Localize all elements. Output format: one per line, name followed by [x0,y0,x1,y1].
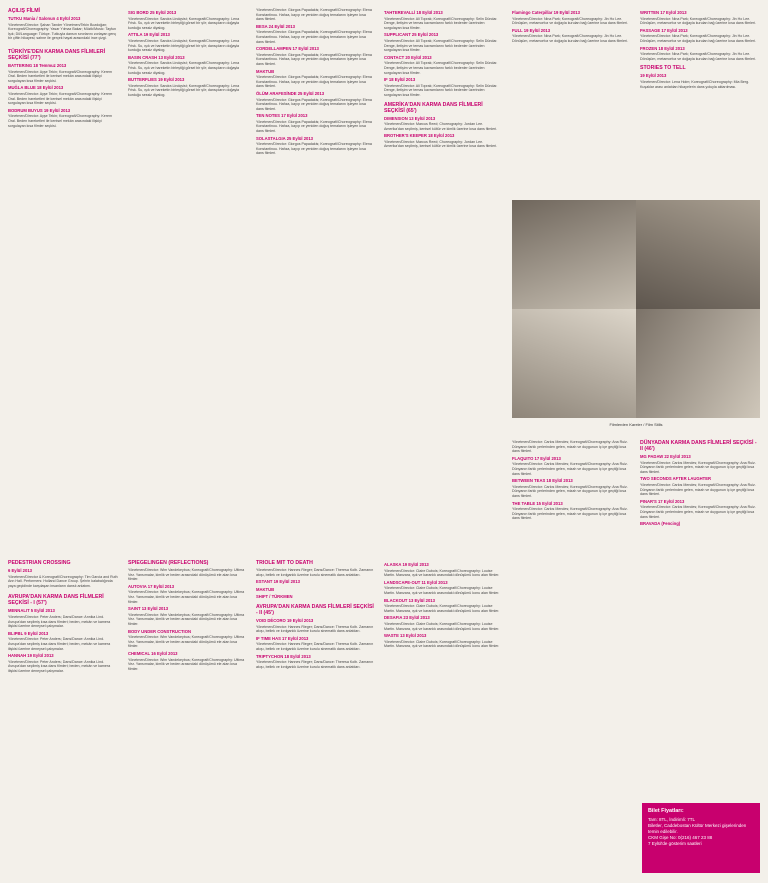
film-title: TRIPTYCHON 18 Eylül 2013 [256,653,311,659]
film-description: Yönetmen/Director: Claire Dubois; Koreografi/Choreography: Louise Martin. Manzara, ışık ve karanlık arasındaki dönüşümü konu alan filmler. [384,586,500,595]
film-title: ÖLÜM ARAFESİNDE 25 Eylül 2013 [256,90,325,96]
film-title: BASIN CRASH 13 Eylül 2013 [128,54,185,60]
film-description: Yönetmen/Director: Giorgos Papadakis; Koreografi/Choreography: Elena Konstantinou. Hafıza, kayıp ve yeniden doğuş temalarını işleyen kısa dans filmleri. [256,142,372,156]
section-title-spiegelingen: SPIEGELINGEN (REFLECTIONS) [128,560,209,566]
film-description: Yönetmen/Director: Giorgos Papadakis; Koreografi/Choreography: Elena Konstantinou. Hafıza, kayıp ve yeniden doğuş temalarını işleyen kısa dans filmleri. [256,97,372,111]
column-3-bottom [256,560,374,671]
section-title-opening: AÇILIŞ FİLMİ [8,8,40,14]
section-title-turkiye: TÜRKİYE'DEN KARMA DANS FİLMLERİ SEÇKİSİ (77') [8,48,106,61]
film-description: Yönetmen/Director: Carlos Mendes; Koreografi/Choreography: Ana Ruiz. Dünyanın farklı yerlerinden gelen, mizah ve duygunun iç içe geçtiği kısa dans filmleri. [512,462,628,476]
film-description: Yönetmen/Director: Lena Holm; Koreografi/Choreography: Mia Berg. Kuşaklar arası anlatılan hikayelerin dans yoluyla aktarılması. [640,79,750,89]
film-title: SHIFT / TÜRKMEN [256,594,293,600]
film-title: MG PADAW 22 Eylül 2013 [640,454,691,459]
film-title: Flamingo Caterpillar 19 Eylül 2013 [512,10,580,15]
film-title: MAKTUB [256,68,275,74]
film-title: DIMENSION 13 Eylül 2013 [384,115,436,121]
film-title: MUĞLA BLUE 18 Eylül 2013 [8,85,64,91]
column-6 [640,8,760,91]
film-title: IF TIME HAS 17 Eylül 2013 [256,635,309,641]
column-1 [8,8,118,130]
film-description: Yönetmen/Director: Claire Dubois; Koreografi/Choreography: Louise Martin. Manzara, ışık ve karanlık arasındaki dönüşümü konu alan filmler. [384,568,500,578]
film-title: LANDSCAPE-OUT 11 Eylül 2013 [384,579,448,585]
film-still-image [636,200,760,309]
film-description: Yönetmen/Director: Carlos Mendes; Koreografi/Choreography: Ana Ruiz. Dünyanın farklı yerlerinden gelen, mizah ve duygunun iç içe geçtiği kısa dans filmleri. [640,482,756,497]
film-description: Yönetmen/Director: Giorgos Papadakis; Koreografi/Choreography: Elena Konstantinou. Hafıza, kayıp ve yeniden doğuş temalarını işleyen kısa dans filmleri. [256,119,372,134]
film-description: Yönetmen/Director: Nina Park; Koreografi/Choreography: Jin Ho Lee. Dönüşüm, metamorfoz ve doğayla kurulan bağ üzerine kısa dans filmleri. [512,34,629,43]
film-description: Yönetmen/Director: Sandra Lindqvist; Koreografi/Choreography: Lena Frisk. Su, ışık ve hareketin birleştiği görsel bir şiir; dansçıların doğayla kurduğu sessiz diyalog. [128,16,240,30]
film-title: FROZEN 18 Eylül 2013 [640,45,685,51]
film-title: BLACKOUT 13 Eylül 2013 [384,597,435,603]
film-description: Yönetmen/Director: Ayşe Tekin; Koreografi/Choreography: Kerem Oral. Beden hareketleri ile kentsel mekân arasındaki ilişkiyi sorgulayan kısa filmler seçkisi. [8,91,112,106]
column-5-bottom [512,440,632,523]
film-title: CORDELLAMPEN 17 Eylül 2013 [256,46,319,52]
film-title: ESTANT 19 Eylül 2013 [256,579,300,585]
film-description: Yönetmen/Director: Giorgos Papadakis; Koreografi/Choreography: Elena Konstantinou. Hafıza, kayıp ve yeniden doğuş temalarını işleyen kısa dans filmleri. [256,30,372,44]
film-title: WASTE 13 Eylül 2013 [384,633,427,639]
section-title-dunya-2: DÜNYADAN KARMA DANS FİLMLERİ SEÇKİSİ - II (46') [640,440,757,452]
film-title: SOLASTALGIA 25 Eylül 2013 [256,135,314,141]
film-title: BROTHER'S KEEPER 18 Eylül 2013 [384,133,455,139]
film-description: Yönetmen/Director: Carlos Mendes; Koreografi/Choreography: Ana Ruiz. Dünyanın farklı yerlerinden gelen, mizah ve duygunun iç içe geçtiği kısa dans filmleri. [512,507,628,521]
film-description: Yönetmen/Director: Sandra Lindqvist; Koreografi/Choreography: Lena Frisk. Su, ışık ve hareketin birleştiği görsel bir şiir; dansçıların doğayla kurduğu sessiz diyalog. [128,83,240,97]
film-title: CONTACT 20 Eylül 2013 [384,54,432,60]
film-title: CHEMICAL 16 Eylül 2013 [128,650,178,656]
film-description: Yönetmen/Director: Giorgos Papadakis; Koreografi/Choreography: Elena Konstantinou. Hafıza, kayıp ve yeniden doğuş temalarını işleyen kısa dans filmleri. [256,52,372,66]
column-5 [512,8,632,46]
film-title: DESAFIA 23 Eylül 2013 [384,615,430,621]
film-description: Yönetmen/Director: Claire Dubois; Koreografi/Choreography: Louise Martin. Manzara, ışık ve karanlık arasındaki dönüşümü konu alan filmler. [384,639,500,649]
column-2-bottom [128,560,246,673]
section-title-crossing: PEDESTRIAN CROSSING [8,560,71,566]
film-title: WRITTEN 17 Eylül 2013 [640,10,687,15]
film-description: Yönetmen/Director: Sandra Lindqvist; Koreografi/Choreography: Lena Frisk. Su, ışık ve hareketin birleştiği görsel bir şiir; dansçıların doğayla kurduğu sessiz diyalog. [128,38,240,53]
film-description: Yönetmen/Director: Nina Park; Koreografi/Choreography: Jin Ho Lee. Dönüşüm, metamorfoz ve doğayla kurulan bağ üzerine kısa dans filmleri. [640,16,757,26]
film-description: Yönetmen/Director: Carlos Mendes; Koreografi/Choreography: Ana Ruiz. Dünyanın farklı yerlerinden gelen, mizah ve duygunun iç içe geçtiği kısa dans filmleri. [640,505,756,519]
film-title: BODY UNDER CONSTRUCTION [128,628,191,634]
film-title: BLIPBL 9 Eylül 2013 [8,630,49,636]
film-description: Yönetmen/Director: Marcus Reed; Choreography: Jordan Lee. Amerika'dan seçilmiş, kentsel kültür ve kimlik üzerine kısa dans filmleri. [384,122,498,131]
film-description: Yönetmen/Director: Carlos Mendes; Koreografi/Choreography: Ana Ruiz. Dünyanın farklı yerlerinden gelen, mizah ve duygunun iç içe geçtiği kısa dans filmleri. [512,440,628,454]
film-description: Yönetmen/Director: Nina Park; Koreografi/Choreography: Jin Ho Lee. Dönüşüm, metamorfoz ve doğayla kurulan bağ üzerine kısa dans filmleri. [640,34,757,43]
film-description: Yönetmen/Director: Wim Vandekeybus; Koreografi/Choreography: Ultima Vez. Yansımalar, kimlik ve beden arasındaki dönüşümü ele alan kısa filmler. [128,612,245,626]
column-1-bottom [8,560,118,676]
film-description: Yönetmen/Director: Peter Anders; Dans/Dance: Annika Lind. Avrupa'dan seçilmiş kısa dans filmleri; beden, mekân ve kamera ilişkisi üzerine deneysel çalışmalar. [8,614,111,629]
film-description: Yönetmen/Director: Claire Dubois; Koreografi/Choreography: Louise Martin. Manzara, ışık ve karanlık arasındaki dönüşümü konu alan filmler. [384,621,500,631]
film-title: PASSAGE 17 Eylül 2013 [640,27,688,33]
film-description: Yönetmen/Director: Giorgos Papadakis; Koreografi/Choreography: Elena Konstantinou. Hafıza, kayıp ve yeniden doğuş temalarını işleyen kısa dans filmleri. [256,75,372,89]
film-description: Yönetmen/Director: Wim Vandekeybus; Koreografi/Choreography: Ultima Vez. Yansımalar, kimlik ve beden arasındaki dönüşümü ele alan kısa filmler. [128,590,245,604]
photo-caption: Filmlerden Kareler / Film Stills [609,422,663,427]
film-title: SAINT 13 Eylül 2013 [128,606,169,612]
section-title-triole: TRIOLE MIT TO DEATH [256,560,313,566]
film-title: AUTOVIA 17 Eylül 2013 [128,583,175,589]
film-still-image [512,309,636,418]
film-description: Yönetmen/Director: Ayşe Tekin; Koreografi/Choreography: Kerem Oral. Beden hareketleri ile kentsel mekân arasındaki ilişkiyi sorgulayan kısa filmler seçkisi. [8,69,112,83]
ticket-price: Tam: 8TL, İndirimli: 7TL [648,817,696,822]
film-title: HANNAH 19 Eylül 2013 [8,653,54,659]
film-title: ATTILA 19 Eylül 2013 [128,32,170,38]
film-title: ALASKA 19 Eylül 2013 [384,562,429,567]
section-title-stories: STORIES TO TELL [640,65,686,72]
film-title: BODRUM BUYUS 19 Eylül 2013 [8,107,71,113]
film-description: Yönetmen/Director: Giorgos Papadakis; Koreografi/Choreography: Elena Konstantinou. Hafıza, kayıp ve yeniden doğuş temalarını işleyen kısa dans filmleri. [256,8,372,22]
section-title-amerika: AMERİKA'DAN KARMA DANS FİLMLERİ SEÇKİSİ (65') [384,101,483,114]
film-title-opening: TUTKU Mania / Salonun 4 Eylül 2013 [8,16,81,21]
ticket-info-title: Bilet Fiyatları: [648,808,684,814]
film-title: MENNALIT 5 Eylül 2013 [8,608,55,614]
film-description: Yönetmen/Director: Ali Toprak; Koreografi/Choreography: Selin Dündar. Denge, iletişim ve temas kavramlarını farklı bedenler üzerinden sorgulayan kısa filmler. [384,38,498,53]
film-stills-collage [512,200,760,418]
film-title: SIG BORD 25 Eylül 2013 [128,10,177,15]
film-title: SUPPLICANT 25 Eylül 2013 [384,32,439,38]
film-description: Yönetmen/Director: Carlos Mendes; Koreografi/Choreography: Ana Ruiz. Dünyanın farklı yerlerinden gelen, mizah ve duygunun iç içe geçtiği kısa dans filmleri. [512,484,628,498]
film-title: BATTERING 18 Temmuz 2013 [8,62,67,68]
film-description: Yönetmen/Director: Claire Dubois; Koreografi/Choreography: Louise Martin. Manzara, ışık ve karanlık arasındaki dönüşümü konu alan filmler. [384,604,500,613]
film-date: 19 Eylül 2013 [640,73,667,79]
film-title: THE TABLE 15 Eylül 2013 [512,500,563,506]
film-title: FULL 19 Eylül 2013 [512,27,551,33]
film-description: Yönetmen/Director: Wim Vandekeybus; Koreografi/Choreography: Ultima Vez. Yansımalar, kimlik ve beden arasındaki dönüşümü ele alan kısa filmler. [128,657,245,671]
film-description: Yönetmen/Director: Wim Vandekeybus; Koreografi/Choreography: Ultima Vez. Yansımalar, kimlik ve beden arasındaki dönüşümü ele alan kısa filmler. [128,568,245,582]
film-date: 6 Eylül 2013 [8,568,32,573]
film-description: Yönetmen/Director: Şahan Tander Yönetmen/Tekin Bozdoğan; Koreografi/Choreography: Yasar Yılmaz Bakar; Müzik/Music: Tayfun Işık; Dil/Language: Türkçe. Tutkuyla dansın sınırlarını zorlayan genç bir çiftin hikayesi; sahne ile gerçek hayat arasındaki ince çizgi. [8,22,117,41]
film-description: Yönetmen/Director: Ayşe Tekin; Koreografi/Choreography: Kerem Oral. Beden hareketleri ile kentsel mekân arasındaki ilişkiyi sorgulayan kısa filmler seçkisi. [8,114,112,128]
ticket-phone: CKM Gişe No: 0(216) 467 23 88 [648,835,713,840]
film-title: BUTTERFLIES 19 Eylül 2013 [128,77,185,83]
film-title: VOID DÉCORO 19 Eylül 2013 [256,617,314,623]
film-title: FLAQUITO 17 Eylül 2013 [512,455,561,461]
film-title: TAHTEREVALLİ 18 Eylül 2013 [384,10,443,15]
ticket-info-box [642,803,760,873]
film-description: Yönetmen/Director: Hannes Rieger; Dans/Dance: Theresa Kolb. Zamanın akışı, bellek ve kırılganlık üzerine kurulu sinematik dans anlatıları. [256,568,374,577]
section-title-avrupa-2: AVRUPA'DAN KARMA DANS FİLMLERİ SEÇKİSİ - II (45') [256,603,374,616]
film-description: Yönetmen/Director: Wim Vandekeybus; Koreografi/Choreography: Ultima Vez. Yansımalar, kimlik ve beden arasındaki dönüşümü ele alan kısa filmler. [128,635,245,649]
film-description: Yönetmen/Director: Marcus Reed; Choreography: Jordan Lee. Amerika'dan seçilmiş, kentsel kültür ve kimlik üzerine kısa dans filmleri. [384,139,498,149]
film-still-image [636,309,760,418]
film-description: Yönetmen/Director: Hannes Rieger; Dans/Dance: Theresa Kolb. Zamanın akışı, bellek ve kırılganlık üzerine kurulu sinematik dans anlatıları. [256,624,374,634]
film-description: Yönetmen/Director: Ali Toprak; Koreografi/Choreography: Selin Dündar. Denge, iletişim ve temas kavramlarını farklı bedenler üzerinden sorgulayan kısa filmler. [384,61,498,75]
film-title: TWO SECONDS AFTER LAUGHTER [640,476,712,482]
film-title: IF 18 Eylül 2013 [384,77,416,83]
film-description: Yönetmen/Director: Ali Toprak; Koreografi/Choreography: Selin Dündar. Denge, iletişim ve temas kavramlarını farklı bedenler üzerinden sorgulayan kısa filmler. [384,16,498,30]
film-title: BRAVADA (Fencing) [640,521,681,527]
film-description: Yönetmen/Director: Peter Anders; Dans/Dance: Annika Lind. Avrupa'dan seçilmiş kısa dans filmleri; beden, mekân ve kamera ilişkisi üzerine deneysel çalışmalar. [8,659,111,673]
film-description: Yönetmen/Director: Peter Anders; Dans/Dance: Annika Lind. Avrupa'dan seçilmiş kısa dans filmleri; beden, mekân ve kamera ilişkisi üzerine deneysel çalışmalar. [8,637,111,651]
film-title: BETWEEN TEAS 18 Eylül 2013 [512,478,573,484]
film-still-image [512,200,636,309]
film-description: Yönetmen/Director: Ali Toprak; Koreografi/Choreography: Selin Dündar. Denge, iletişim ve temas kavramlarını farklı bedenler üzerinden sorgulayan kısa filmler. [384,83,498,97]
column-3 [256,8,374,158]
film-description: Yönetmen/Director: Sandra Lindqvist; Koreografi/Choreography: Lena Frisk. Su, ışık ve hareketin birleştiği görsel bir şiir; dansçıların doğayla kurduğu sessiz diyalog. [128,61,240,75]
film-description: Yönetmen/Director: Hannes Rieger; Dans/Dance: Theresa Kolb. Zamanın akışı, bellek ve kırılganlık üzerine kurulu sinematik dans anlatıları. [256,642,374,651]
film-description: Yönetmen/Director: Carlos Mendes; Koreografi/Choreography: Ana Ruiz. Dünyanın farklı yerlerinden gelen, mizah ve duygunun iç içe geçtiği kısa dans filmleri. [640,460,756,474]
column-6-bottom [640,440,760,528]
ticket-note: 7 Eylül'de gösterim saatleri [648,841,702,846]
column-4-bottom [384,560,502,651]
film-title: BESA 24 Eylül 2013 [256,23,295,29]
film-title: TEN NOTES 17 Eylül 2013 [256,113,308,119]
film-description: Yönetmen/Director: Hannes Rieger; Dans/Dance: Theresa Kolb. Zamanın akışı, bellek ve kırılganlık üzerine kurulu sinematik dans anlatıları. [256,660,374,669]
column-4 [384,8,502,151]
film-description: Yönetmen/Director: Nina Park; Koreografi/Choreography: Jin Ho Lee. Dönüşüm, metamorfoz ve doğayla kurulan bağ üzerine kısa dans filmleri. [640,52,757,61]
film-description: Yönetmen/Director & Koreografi/Choreography: Tim Garcia and Ruth Ann Hall. Performers: Holland Dance Group. Şehrin kalabalığında yaya geçidinde karşılaşan insanların danslı anlatımı. [8,574,118,588]
ticket-where: Biletler, Caddebostan Kültür Merkezi gişelerinden temin edilebilir. [648,823,747,834]
film-title: MAKTUB [256,586,275,592]
film-description: Yönetmen/Director: Nina Park; Koreografi/Choreography: Jin Ho Lee. Dönüşüm, metamorfoz ve doğayla kurulan bağ üzerine kısa dans filmleri. [512,16,629,26]
film-title: PINAR'S 17 Eylül 2013 [640,498,685,504]
column-2 [128,8,246,100]
section-title-avrupa-1: AVRUPA'DAN KARMA DANS FİLMLERİ SEÇKİSİ - I (57') [8,594,104,607]
